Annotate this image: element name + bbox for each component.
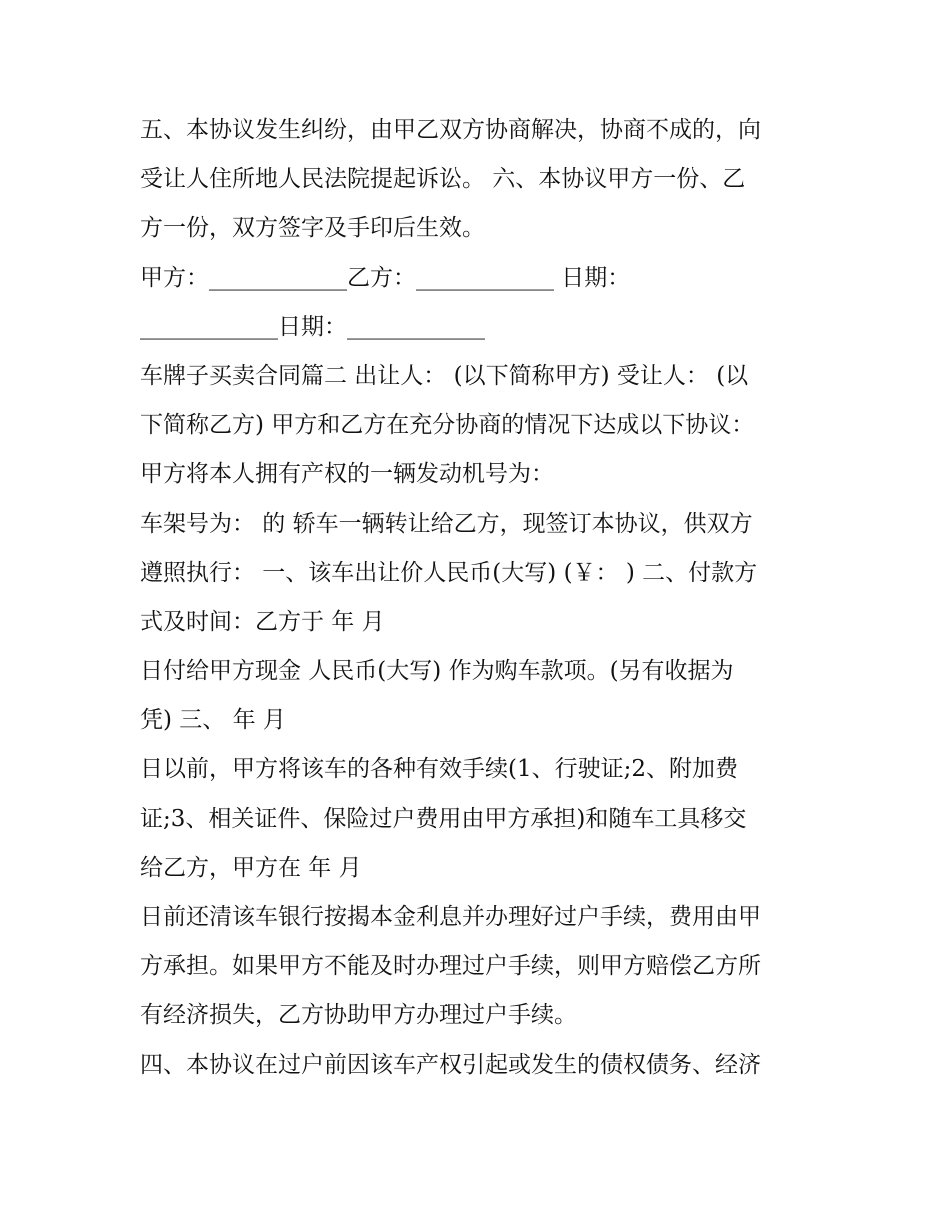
signature-line: 甲方：____________乙方：____________ 日期：: [140, 264, 631, 291]
text-line: 式及时间：乙方于 年 月: [140, 608, 385, 635]
text-line: 证;3、相关证件、保险过户费用由甲方承担)和随车工具移交: [140, 805, 747, 832]
text-line: 日以前，甲方将该车的各种有效手续(1、行驶证;2、附加费: [140, 756, 738, 783]
text-line: 方一份，双方签字及手印后生效。: [140, 215, 485, 242]
text-line: 给乙方，甲方在 年 月: [140, 854, 362, 881]
text-line: 下简称乙方) 甲方和乙方在充分协商的情况下达成以下协议：: [140, 412, 755, 439]
text-line: 凭) 三、 年 月: [140, 707, 286, 734]
text-line: 日前还清该车银行按揭本金利息并办理好过户手续，费用由甲: [140, 904, 761, 930]
text-line: 四、本协议在过户前因该车产权引起或发生的债权债务、经济: [140, 1051, 761, 1078]
text-line: 方承担。如果甲方不能及时办理过户手续，则甲方赔偿乙方所: [140, 953, 761, 980]
document-body: [140, 106, 820, 1090]
text-line: 遵照执行： 一、该车出让价人民币(大写) (￥： ) 二、付款方: [140, 559, 758, 586]
text-line: 有经济损失，乙方协助甲方办理过户手续。: [140, 1002, 577, 1029]
text-line: 五、本协议发生纠纷，由甲乙双方协商解决，协商不成的，向: [140, 117, 761, 143]
signature-line: ____________日期：____________: [140, 313, 485, 340]
text-line: 车架号为： 的 轿车一辆转让给乙方，现签订本协议，供双方: [140, 510, 753, 537]
text-line: 车牌子买卖合同篇二 出让人： (以下简称甲方) 受让人： (以: [140, 362, 749, 389]
text-line: 日付给甲方现金 人民币(大写) 作为购车款项。(另有收据为: [140, 658, 734, 685]
text-line: 受让人住所地人民法院提起诉讼。 六、本协议甲方一份、乙: [140, 166, 746, 193]
text-line: 甲方将本人拥有产权的一辆发动机号为：: [140, 461, 554, 488]
